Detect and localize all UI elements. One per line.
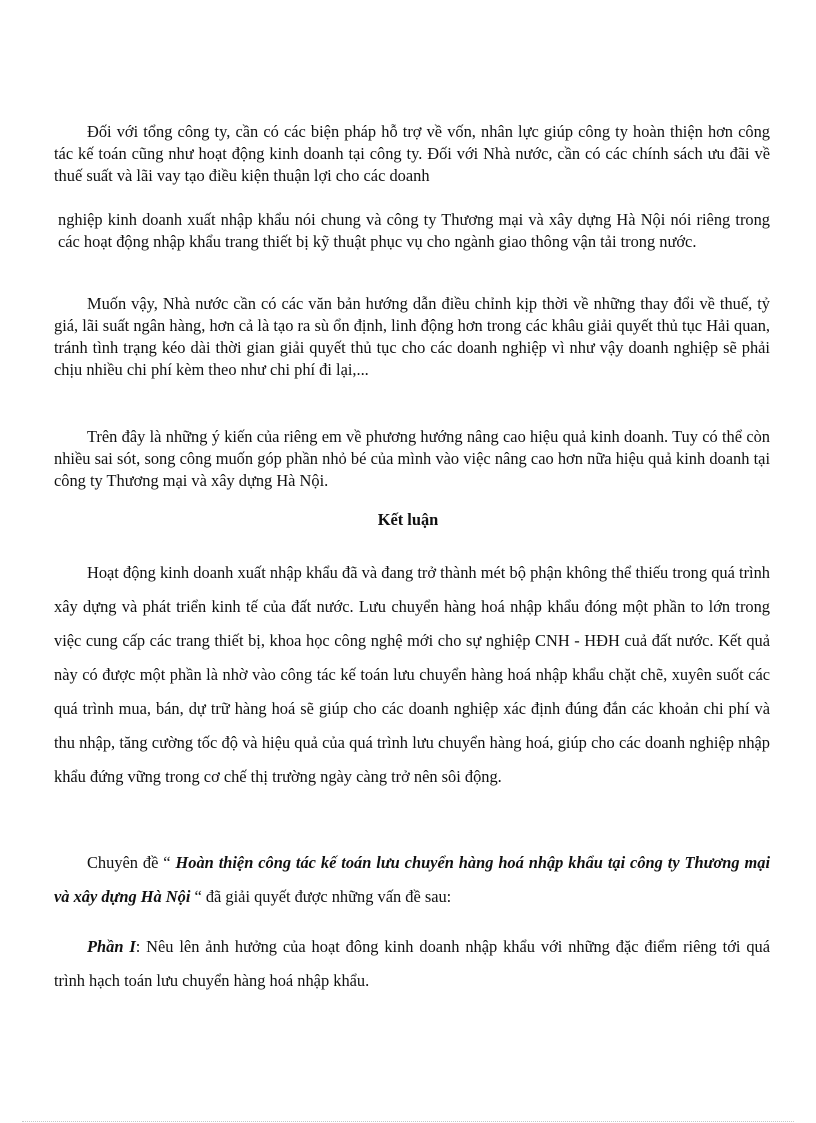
part-one-label: Phần I [87,937,136,956]
topic-suffix: “ đã giải quyết được những vấn đề sau: [190,887,452,906]
paragraph-import-equipment: nghiệp kinh doanh xuất nhập khẩu nói chung và công ty Thương mại và xây dựng Hà Nội nói riêng trong các hoạt động nhập khẩu trang thiết bị kỹ thuật phục vụ cho ngành giao thông vận tải trong nước. [58,210,770,251]
page-bottom-rule [22,1121,794,1122]
part-one-text: : Nêu lên ảnh hưởng của hoạt đông kinh doanh nhập khẩu với những đặc điểm riêng tới quá trình hạch toán lưu chuyển hàng hoá nhập khẩu. [54,937,770,990]
topic-title: Hoàn thiện công tác kế toán lưu chuyển hàng hoá nhập khẩu tại công ty Thương mại và xây dựng Hà Nội [54,853,770,906]
paragraph-state-regulations: Muốn vậy, Nhà nước cần có các văn bản hướng dẫn điều chỉnh kịp thời về những thay đổi về thuế, tỷ giá, lãi suất ngân hàng, hơn cả là tạo ra sù ổn định, linh động hơn trong các khâu giải quyết thủ tục Hải quan, tránh tình trạng kéo dài thời gian giải quyết thủ tục cho các doanh nghiệp vì như vậy doanh nghiệp sẽ phải chịu nhiều chi phí kèm theo như chi phí đi lại,... [54,294,770,379]
paragraph-part-one [54,930,770,998]
paragraph-support-measures: Đối với tổng công ty, cần có các biện pháp hỗ trợ về vốn, nhân lực giúp công ty hoàn thiện hơn công tác kế toán cũng như hoạt động kinh doanh tại công ty. Đối với Nhà nước, cần có các chính sách ưu đãi về thuế suất và lãi vay tạo điều kiện thuận lợi cho các doanh [54,122,770,185]
paragraph-conclusion: Hoạt động kinh doanh xuất nhập khẩu đã và đang trở thành mét bộ phận không thể thiếu trong quá trình xây dựng và phát triển kinh tế của đất nước. Lưu chuyển hàng hoá nhập khẩu đóng một phần to lớn trong việc cung cấp các trang thiết bị, khoa học công nghệ mới cho sự nghiệp CNH - HĐH cuả đất nước. Kết quả này có được một phần là nhờ vào công tác kế toán lưu chuyển hàng hoá nhập khẩu chặt chẽ, xuyên suốt các quá trình mua, bán, dự trữ hàng hoá sẽ giúp cho các doanh nghiệp xác định đúng đắn các khoản chi phí và thu nhập, tăng cường tốc độ và hiệu quả của quá trình lưu chuyển hàng hoá, giúp cho các doanh nghiệp nhập khẩu đứng vững trong cơ chế thị trường ngày càng trở nên sôi động. [54,563,770,786]
topic-prefix: Chuyên đề “ [87,853,176,872]
paragraph-opinion-summary: Trên đây là những ý kiến của riêng em về phương hướng nâng cao hiệu quả kinh doanh. Tuy có thể còn nhiều sai sót, song công muốn góp phần nhỏ bé của mình vào việc nâng cao hơn nữa hiệu quả kinh doanh tại công ty Thương mại và xây dựng Hà Nội. [54,427,770,490]
paragraph-topic [54,846,770,914]
conclusion-heading: Kết luận [377,510,439,529]
